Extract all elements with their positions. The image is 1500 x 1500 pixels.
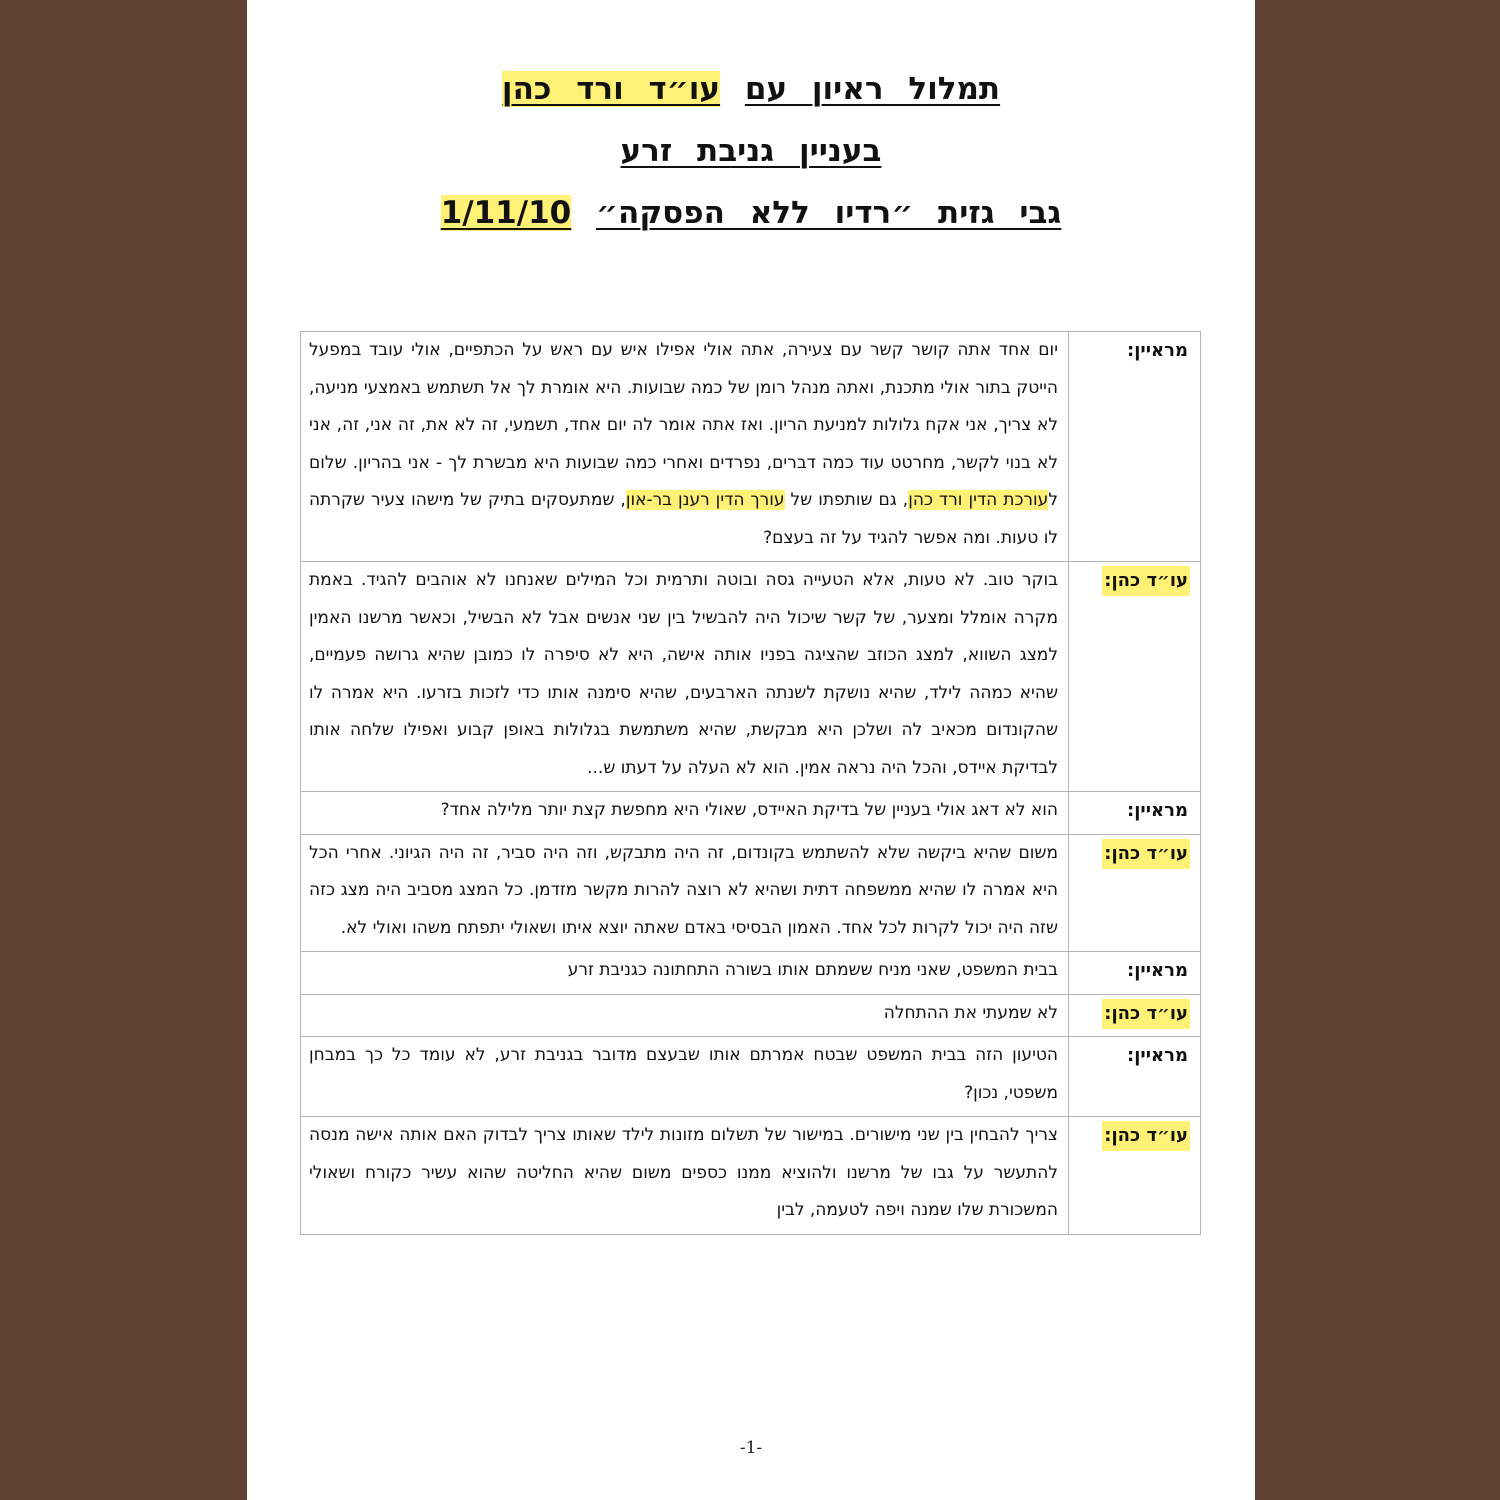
title-line-3 xyxy=(247,182,1255,244)
title-interview-transcript: תמלול ראיון עם xyxy=(744,71,1001,107)
speaker-lawyer: עו״ד כהן: xyxy=(1102,1121,1190,1151)
speech-cell xyxy=(301,834,1069,952)
document-page xyxy=(247,0,1255,1500)
speech-segment: יום אחד אתה קושר קשר עם צעירה, אתה אולי אפילו איש עם ראש על הכתפיים, אולי עובד במפעל הייטק בתור אולי מתכנת, ואתה מנהל רומן של כמה שבועות. היא אומרת לך אל תשתמש באמצעי מניעה, לא צריך, אני אקח גלולות למניעת הריון. ואז אתה אומר לה יום אחד, תשמעי, זה לא את, זה אני, זה, אני לא בנוי לקשר, מחרטט עוד כמה דברים, נפרדים ואחרי כמה שבועות היא מבשרת לך - אני בהריון. שלום ל xyxy=(309,340,1058,510)
table-row xyxy=(301,562,1201,792)
speaker-cell xyxy=(1069,792,1201,835)
speech-text: בבית המשפט, שאני מניח ששמתם אותו בשורה התחתונה כגניבת זרע xyxy=(567,960,1058,980)
speaker-interviewer: מראיין: xyxy=(1127,1045,1188,1066)
speech-cell xyxy=(301,332,1069,562)
speaker-cell xyxy=(1069,1037,1201,1117)
title-date: 1/11/10 xyxy=(440,195,572,231)
speech-text: צריך להבחין בין שני מישורים. במישור של תשלום מזונות לילד שאותו צריך לבדוק האם אותה אישה מנסה להתעשר על גבו של מרשנו ולהוציא ממנו כספים משום שהיא החליטה שהוא עשיר כקורח ושאולי המשכורת שלו שמנה ויפה לטעמה, לבין xyxy=(309,1125,1058,1220)
speech-text: בוקר טוב. לא טעות, אלא הטעייה גסה ובוטה ותרמית וכל המילים שאנחנו לא אוהבים להגיד. באמת מקרה אומלל ומצער, של קשר שיכול היה להבשיל בין שני אנשים אבל לא הבשיל, וכאשר מרשנו האמין למצג השווא, למצג הכוזב שהציגה בפניו אותה אישה, היא לא סיפרה לו כמובן שהיא גרושה פעמיים, שהיא כמהה לילד, שהיא נושקת לשנתה הארבעים, שהיא סימנה אותו כדי לזכות בזרעו. היא אמרה לו שהקונדום מכאיב לה ושלכן היא מבקשת, שהיא משתמשת בגלולות באופן קבוע ואפילו שלחה אותו לבדיקת איידס, והכל היה נראה אמין. הוא לא העלה על דעתו ש... xyxy=(309,570,1058,778)
speech-cell xyxy=(301,792,1069,835)
title-line-2 xyxy=(247,120,1255,182)
transcript-table xyxy=(300,331,1201,1235)
table-row xyxy=(301,834,1201,952)
speech-text: הוא לא דאג אולי בעניין של בדיקת האיידס, שאולי היא מחפשת קצת יותר מלילה אחד? xyxy=(440,800,1058,820)
speech-segment: , גם שותפתו של xyxy=(784,490,909,510)
speech-text: לא שמעתי את ההתחלה xyxy=(883,1002,1058,1023)
speech-cell xyxy=(301,994,1069,1037)
speaker-interviewer: מראיין: xyxy=(1127,340,1188,361)
title-show: גבי גזית ״רדיו ללא הפסקה״ xyxy=(596,195,1062,231)
speaker-cell xyxy=(1069,332,1201,562)
speech-cell xyxy=(301,952,1069,995)
speech-segment: , שמתעסקים בתיק של מישהו צעיר שקרתה לו טעות. ומה אפשר להגיד על זה בעצם? xyxy=(309,490,1058,548)
speech-cell xyxy=(301,1037,1069,1117)
document-title xyxy=(247,58,1255,244)
highlighted-partner-name: עורך הדין רענן בר-און xyxy=(625,490,785,510)
speaker-interviewer: מראיין: xyxy=(1127,800,1188,821)
table-row xyxy=(301,332,1201,562)
speaker-cell xyxy=(1069,834,1201,952)
speaker-lawyer: עו״ד כהן: xyxy=(1102,839,1190,869)
table-row xyxy=(301,1117,1201,1235)
title-lawyer-name: עו״ד ורד כהן xyxy=(501,71,721,107)
title-subject: בעניין גניבת זרע xyxy=(620,133,882,169)
table-row xyxy=(301,1037,1201,1117)
table-row xyxy=(301,994,1201,1037)
speaker-cell xyxy=(1069,1117,1201,1235)
page-number: -1- xyxy=(739,1438,763,1458)
speech-cell xyxy=(301,1117,1069,1235)
speech-text: משום שהיא ביקשה שלא להשתמש בקונדום, זה היה מתבקש, וזה היה סביר, זה היה הגיוני. אחרי הכל היא אמרה לו שהיא ממשפחה דתית ושהיא לא רוצה להרות מקשר מזדמן. כל המצג מסביב היה מצג כזה שזה היה יכול לקרות לכל אחד. האמון הבסיסי באדם שאתה יוצא איתו ושאולי יתפתח משהו ואולי לא. xyxy=(309,842,1058,938)
title-line-1 xyxy=(247,58,1255,120)
table-row xyxy=(301,792,1201,835)
speech-text: הטיעון הזה בבית המשפט שבטח אמרתם אותו שבעצם מדובר בגניבת זרע, לא עומד כל כך במבחן משפטי, נכון? xyxy=(309,1045,1058,1103)
speaker-lawyer: עו״ד כהן: xyxy=(1102,999,1190,1029)
speaker-interviewer: מראיין: xyxy=(1127,960,1188,981)
speech-cell xyxy=(301,562,1069,792)
speaker-cell xyxy=(1069,994,1201,1037)
table-row xyxy=(301,952,1201,995)
speaker-lawyer: עו״ד כהן: xyxy=(1102,566,1190,596)
speaker-cell xyxy=(1069,562,1201,792)
speech-text xyxy=(309,332,1058,557)
speaker-cell xyxy=(1069,952,1201,995)
highlighted-lawyer-name: עורכת הדין ורד כהן xyxy=(908,490,1049,510)
